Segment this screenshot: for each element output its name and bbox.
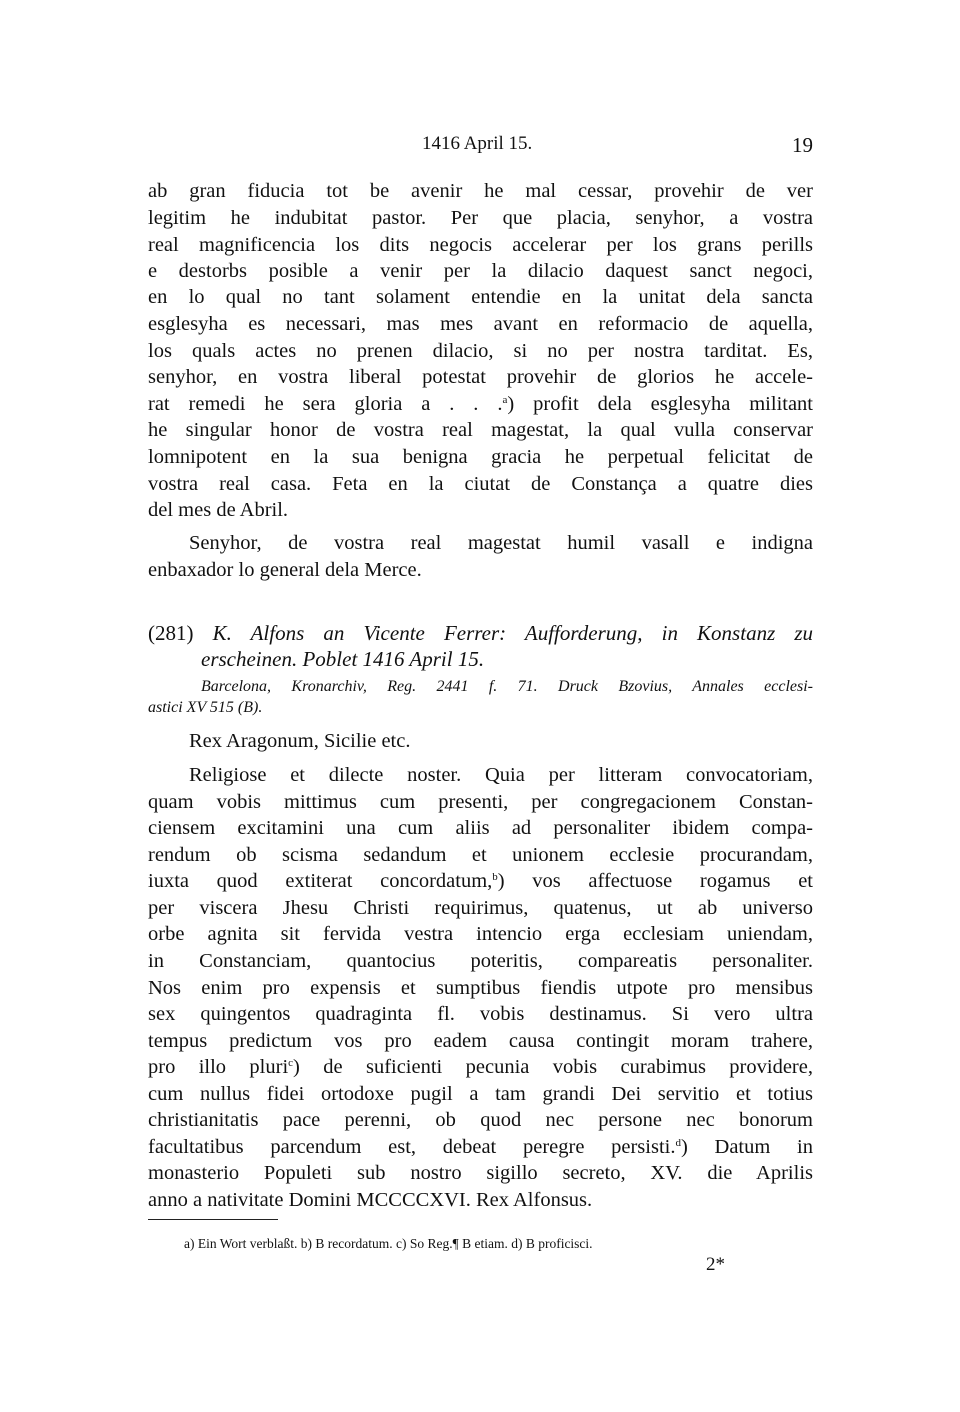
letter-line: tempus predictum vos pro eadem causa contingit moram trahere, xyxy=(148,1030,813,1052)
signature-mark: 2* xyxy=(706,1254,725,1275)
footnote-marker: d xyxy=(675,1137,681,1149)
text-fragment: ) de suficienti pecunia vobis curabimus providere, xyxy=(293,1056,813,1078)
text-fragment: ) Datum in xyxy=(680,1136,813,1158)
text-line: del mes de Abril. xyxy=(148,499,289,521)
letter-line: anno a nativitate Domini MCCCCXVI. Rex Alfonsus. xyxy=(148,1189,593,1211)
text-line xyxy=(148,391,813,418)
letter-line: rendum ob scisma sedandum et unionem ecclesie procurandam, xyxy=(148,844,813,866)
letter-line xyxy=(148,868,813,895)
letter-line xyxy=(148,1134,813,1161)
letter-line: in Constanciam, quantocius poteritis, compareatis personaliter. xyxy=(148,950,813,972)
letter-line: per viscera Jhesu Christi requirimus, quatenus, ut ab universo xyxy=(148,897,813,919)
heading-line-1: K. Alfons an Vicente Ferrer: Aufforderung, in Konstanz zu xyxy=(212,621,814,645)
closing-line: enbaxador lo general dela Merce. xyxy=(148,559,422,581)
text-line: ab gran fiducia tot be avenir he mal cessar, provehir de ver xyxy=(148,180,813,202)
letter-line: sex quingentos quadraginta fl. vobis destinamus. Si vero ultra xyxy=(148,1003,813,1025)
text-line: los quals actes no prenen dilacio, si no per nostra tarditat. Es, xyxy=(148,340,813,362)
text-fragment: pro illo pluri xyxy=(148,1056,289,1078)
letter-line: christianitatis pace perenni, ob quod nec persone nec bonorum xyxy=(148,1109,813,1131)
text-line: esglesyha es necessari, mas mes avant en reformacio de aquella, xyxy=(148,313,813,335)
text-fragment: iuxta quod extiterat concordatum, xyxy=(148,870,493,892)
page-number: 19 xyxy=(792,133,813,157)
text-line: senyhor, en vostra liberal potestat provehir de glorios he accele- xyxy=(148,366,813,388)
text-line: e destorbs posible a venir per la dilacio daquest sanct negoci, xyxy=(148,260,813,282)
footnote-marker: a xyxy=(502,394,508,406)
text-fragment: rat remedi he sera gloria a . . . xyxy=(148,393,503,415)
source-line: Barcelona, Kronarchiv, Reg. 2441 f. 71. Druck Bzovius, Annales ecclesi- xyxy=(201,678,813,695)
document-heading xyxy=(148,620,813,647)
text-fragment: facultatibus parcendum est, debeat peregre persisti. xyxy=(148,1136,676,1158)
text-line: vostra real casa. Feta en la ciutat de Constança a quatre dies xyxy=(148,473,813,495)
letter-line: Nos enim pro expensis et sumptibus fiendis utpote pro mensibus xyxy=(148,977,813,999)
header-date: 1416 April 15. xyxy=(422,133,533,154)
source-line: astici XV 515 (B). xyxy=(148,699,263,716)
text-fragment: ) vos affectuose rogamus et xyxy=(497,870,813,892)
heading-line-2: erscheinen. Poblet 1416 April 15. xyxy=(201,647,485,671)
letter-line xyxy=(148,1054,813,1081)
text-fragment: ) profit dela esglesyha militant xyxy=(507,393,814,415)
text-line: he singular honor de vostra real magestat, la qual vulla conservar xyxy=(148,419,813,441)
running-header xyxy=(148,133,813,159)
footnote-marker: c xyxy=(288,1057,294,1069)
letter-line: monasterio Populeti sub nostro sigillo secreto, XV. die Aprilis xyxy=(148,1162,813,1184)
text-line: lomnipotent en la sua benigna gracia he perpetual felicitat de xyxy=(148,446,813,468)
footnotes: a) Ein Wort verblaßt. b) B recordatum. c) So Reg.¶ B etiam. d) B proficisci. xyxy=(184,1236,593,1251)
text-line: legitim he indubitat pastor. Per que placia, senyhor, a vostra xyxy=(148,207,813,229)
document-number: (281) xyxy=(148,621,194,645)
salutation: Rex Aragonum, Sicilie etc. xyxy=(189,730,411,752)
letter-line: Religiose et dilecte noster. Quia per litteram convocatoriam, xyxy=(189,764,813,786)
letter-line: ciensem excitamini una cum aliis ad personaliter ibidem compa- xyxy=(148,817,813,839)
footnote-rule xyxy=(148,1219,278,1220)
letter-line: quam vobis mittimus cum presenti, per congregacionem Constan- xyxy=(148,791,813,813)
text-line: en lo qual no tant solament entendie en la unitat dela sancta xyxy=(148,286,813,308)
letter-line: cum nullus fidei ortodoxe pugil a tam grandi Dei servitio et totius xyxy=(148,1083,813,1105)
closing-line: Senyhor, de vostra real magestat humil vasall e indigna xyxy=(189,532,813,554)
footnote-marker: b xyxy=(492,871,498,883)
text-line: real magnificencia los dits negocis accelerar per los grans perills xyxy=(148,234,813,256)
letter-line: orbe agnita sit fervida vestra intencio erga ecclesiam uniendam, xyxy=(148,923,813,945)
